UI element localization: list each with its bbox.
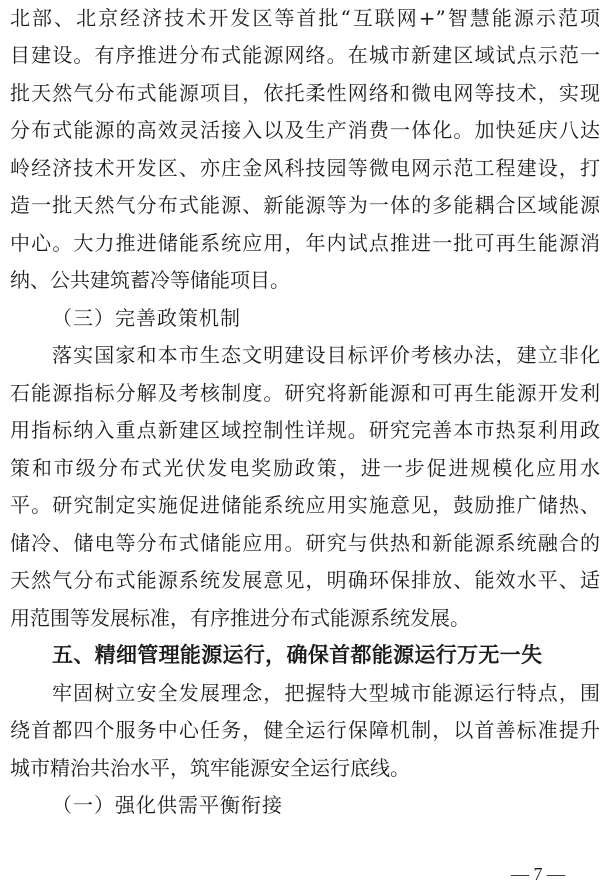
text-line: 纳、公共建筑蓄冷等储能项目。 bbox=[10, 268, 290, 292]
text-line: 分布式能源的高效灵活接入以及生产消费一体化。加快延庆八达 bbox=[10, 118, 600, 142]
subsection-heading: （一）强化供需平衡衔接 bbox=[52, 793, 283, 817]
text-line: 用范围等发展标准，有序推进分布式能源系统发展。 bbox=[10, 606, 470, 630]
page-number: — 7 — bbox=[511, 864, 565, 884]
section-heading: 五、精细管理能源运行，确保首都能源运行万无一失 bbox=[52, 643, 542, 667]
text-line: 造一批天然气分布式能源、新能源等为一体的多能耦合区域能源 bbox=[10, 193, 600, 217]
text-line: 储冷、储电等分布式储能应用。研究与供热和新能源系统融合的 bbox=[10, 531, 600, 555]
text-line: 绕首都四个服务中心任务，健全运行保障机制，以首善标准提升 bbox=[10, 718, 600, 742]
text-line: 牢固树立安全发展理念，把握特大型城市能源运行特点，围 bbox=[52, 681, 600, 705]
text-line: 石能源指标分解及考核制度。研究将新能源和可再生能源开发利 bbox=[10, 381, 600, 405]
text-line: 岭经济技术开发区、亦庄金风科技园等微电网示范工程建设，打 bbox=[10, 156, 600, 180]
text-line: 中心。大力推进储能系统应用，年内试点推进一批可再生能源消 bbox=[10, 231, 600, 255]
text-line: 北部、北京经济技术开发区等首批“互联网+”智慧能源示范项 bbox=[10, 6, 600, 30]
text-line: 平。研究制定实施促进储能系统应用实施意见，鼓励推广储热、 bbox=[10, 493, 600, 517]
text-line: 策和市级分布式光伏发电奖励政策，进一步促进规模化应用水 bbox=[10, 456, 600, 480]
text-line: 目建设。有序推进分布式能源网络。在城市新建区域试点示范一 bbox=[10, 43, 600, 67]
text-line: 用指标纳入重点新建区域控制性详规。研究完善本市热泵利用政 bbox=[10, 418, 600, 442]
text-line: 城市精治共治水平，筑牢能源安全运行底线。 bbox=[10, 756, 410, 780]
text-line: 批天然气分布式能源项目，依托柔性网络和微电网等技术，实现 bbox=[10, 81, 600, 105]
text-line: 天然气分布式能源系统发展意见，明确环保排放、能效水平、适 bbox=[10, 568, 600, 592]
text-line: 落实国家和本市生态文明建设目标评价考核办法，建立非化 bbox=[52, 343, 600, 367]
subsection-heading: （三）完善政策机制 bbox=[52, 306, 241, 330]
